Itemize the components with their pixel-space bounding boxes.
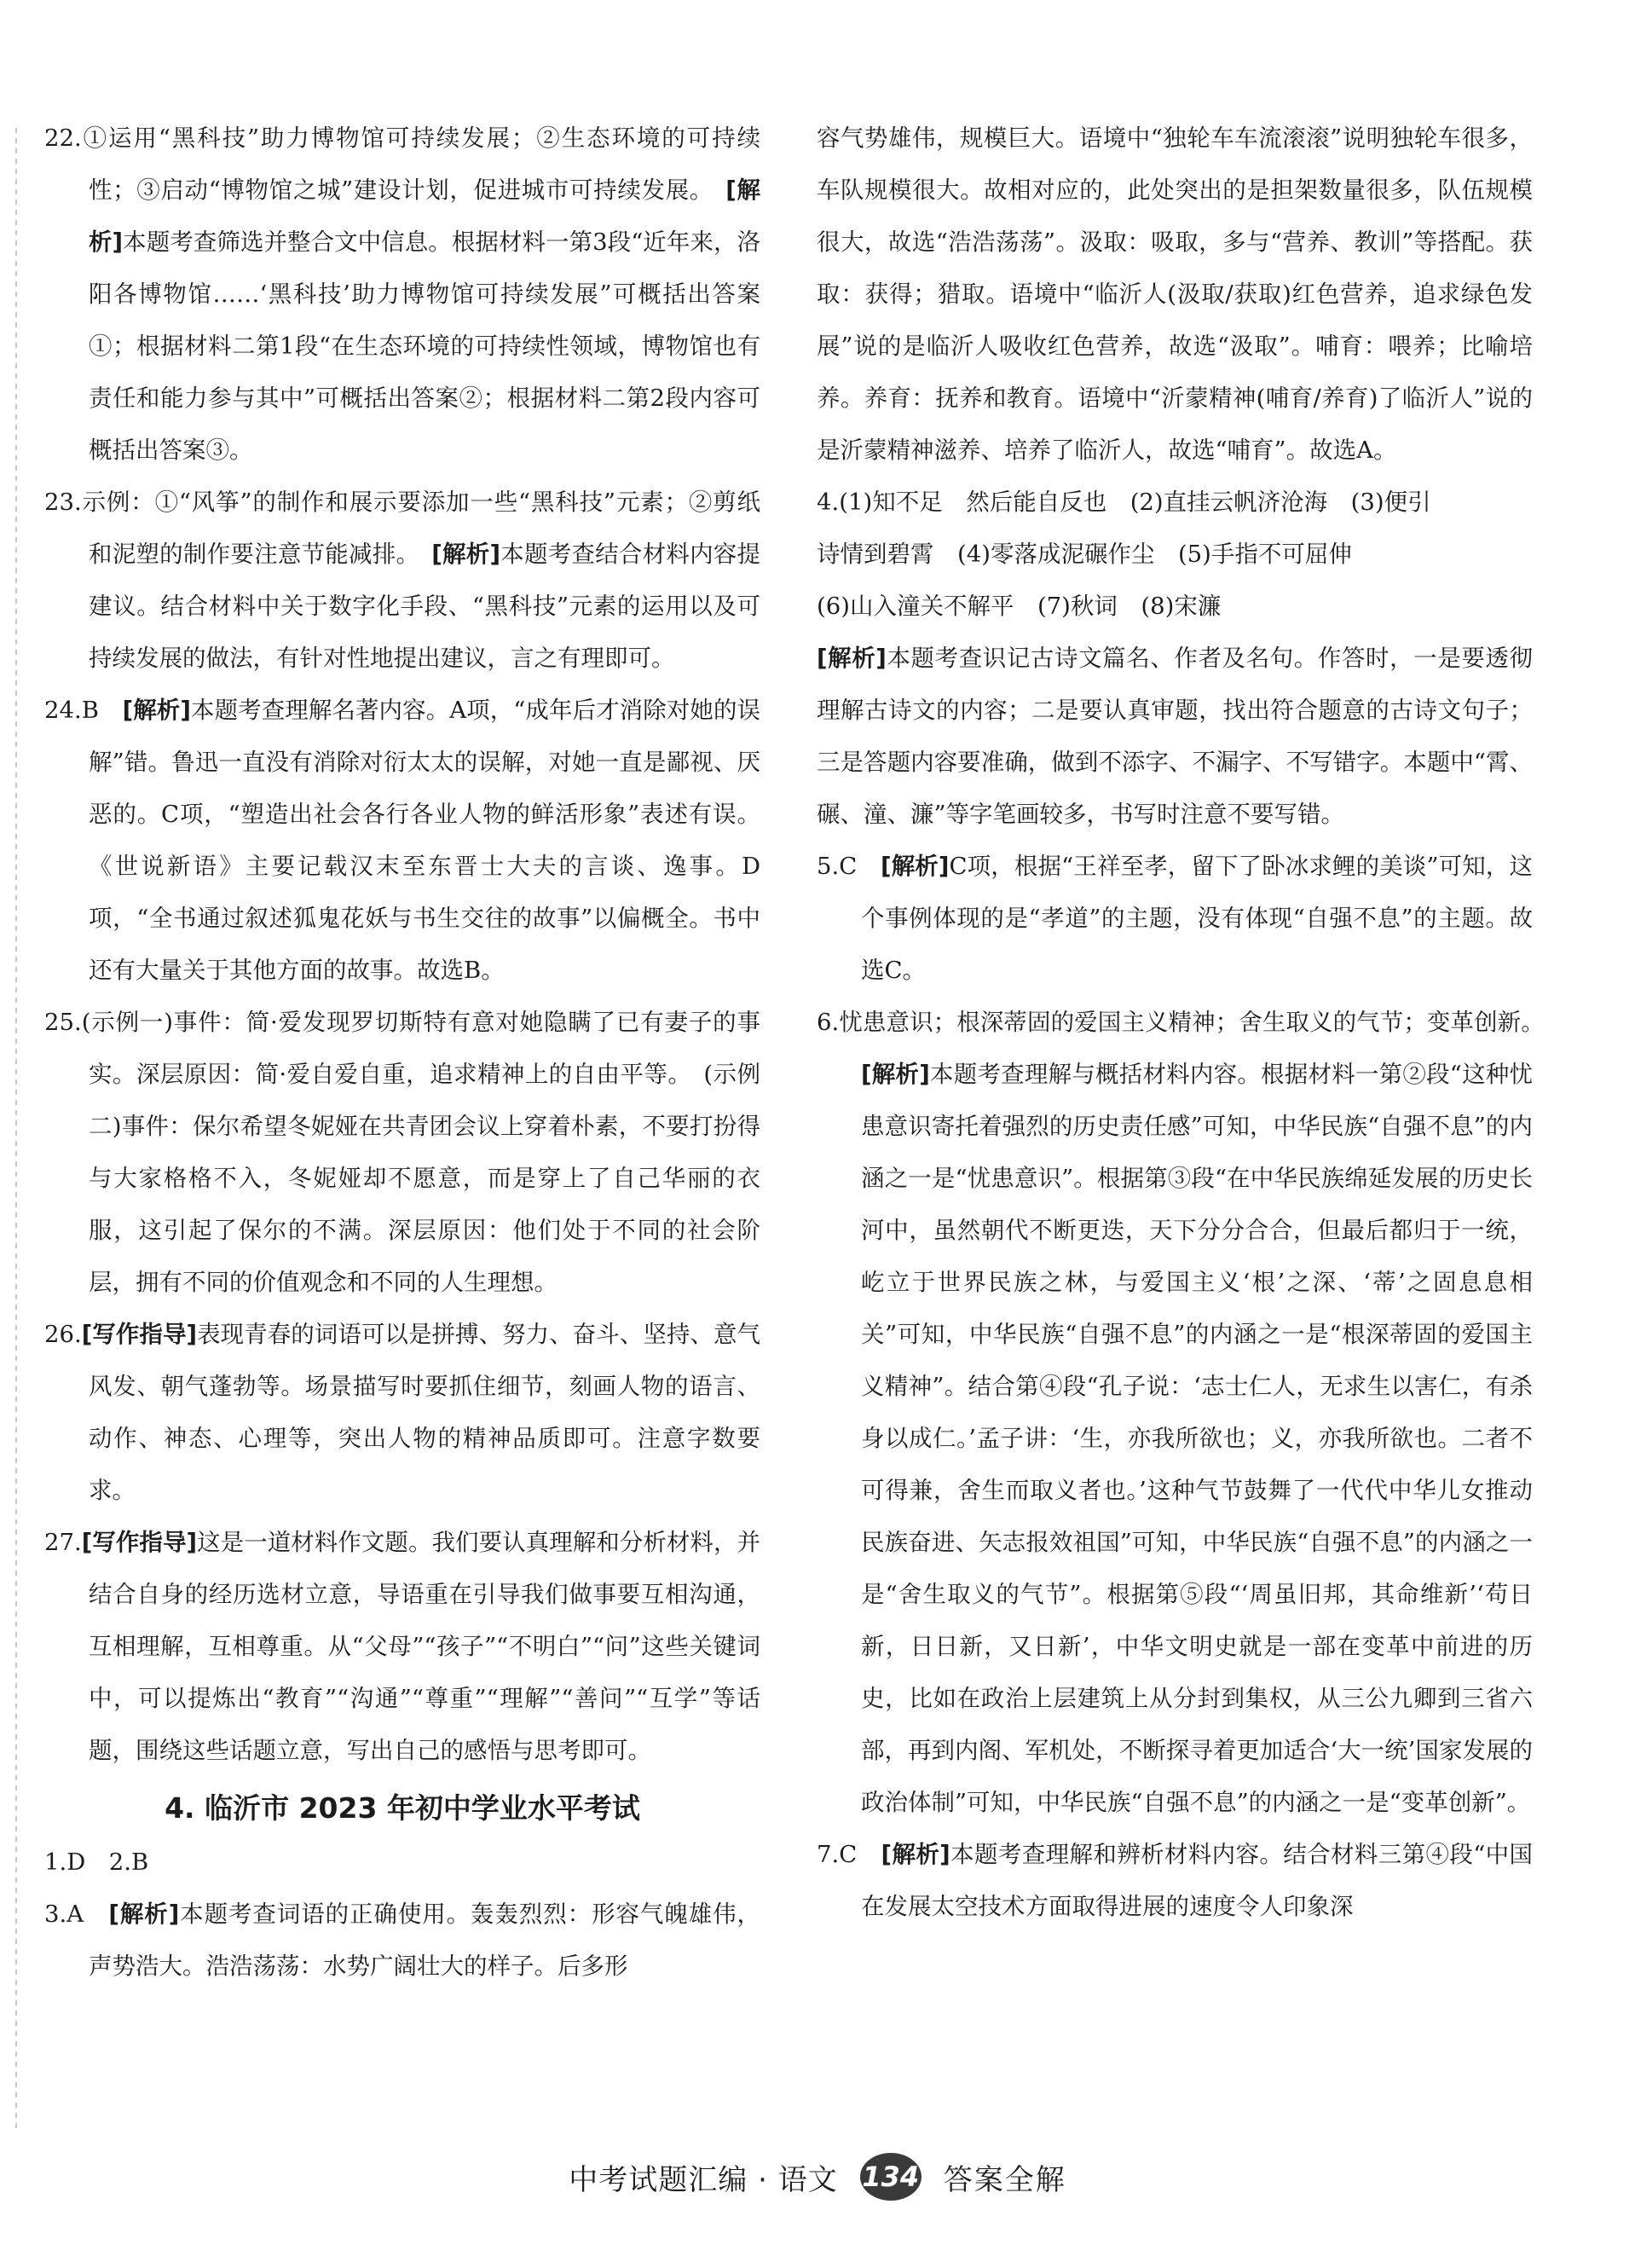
analysis-tag: [解析] [861, 1061, 930, 1088]
answer-5: 5.C [解析]C项，根据“王祥至孝，留下了卧冰求鲤的美谈”可知，这个事例体现的是“孝道”的主题，没有体现“自强不息”的主题。故选C。 [817, 853, 1533, 984]
right-column [817, 113, 1533, 1933]
analysis-tag: [解析] [122, 697, 191, 724]
answer-1-2: 1.D 2.B [44, 1849, 149, 1876]
answer-25: 25.(示例一)事件：简·爱发现罗切斯特有意对她隐瞒了已有妻子的事实。深层原因：简·爱自爱自重，追求精神上的自由平等。 (示例二)事件：保尔希望冬妮娅在共青团会议上穿着朴素，不要打扮得与大家格格不入，冬妮娅却不愿意，而是穿上了自己华丽的衣服，这引起了保尔的不满。深层原因：他们处于不同的社会阶层，拥有不同的价值观念和不同的人生理想。 [44, 1009, 760, 1296]
analysis-tag: [解析] [89, 176, 760, 256]
analysis-tag: [解析] [881, 1841, 950, 1868]
answer-4-line-3: (6)山入潼关不解平 (7)秋词 (8)宋濂 [817, 593, 1222, 620]
footer-label: 答案全解 [943, 2162, 1066, 2197]
left-column [44, 113, 760, 1993]
analysis-tag: [解析] [108, 1901, 180, 1928]
book-title: 中考试题汇编 · 语文 [569, 2162, 838, 2197]
answer-4-line-2: 诗情到碧霄 (4)零落成泥碾作尘 (5)手指不可屈伸 [817, 541, 1352, 568]
answer-7: 7.C [解析]本题考查理解和辨析材料内容。结合材料三第④段“中国在发展太空技术方面取得进展的速度令人印象深 [817, 1841, 1534, 1920]
section-title: 4. 临沂市 2023 年初中学业水平考试 [165, 1791, 640, 1825]
answer-22: 22.①运用“黑科技”助力博物馆可持续发展；②生态环境的可持续性；③启动“博物馆之城”建设计划，促进城市可持续发展。 [解析]本题考查筛选并整合文中信息。根据材料一第3段“近年来，洛阳各博物馆……‘黑科技’助力博物馆可持续发展”可概括出答案①；根据材料二第1段“在生态环境的可持续性领域，博物馆也有责任和能力参与其中”可概括出答案②；根据材料二第2段内容可概括出答案③。 [44, 124, 760, 464]
writing-guide-tag: [写作指导] [81, 1321, 198, 1348]
answer-24: 24.B [解析]本题考查理解名著内容。A项，“成年后才消除对她的误解”错。鲁迅一直没有消除对衍太太的误解，对她一直是鄙视、厌恶的。C项，“塑造出社会各行各业人物的鲜活形象”表述有误。《世说新语》主要记载汉末至东晋士大夫的言谈、逸事。D项，“全书通过叙述狐鬼花妖与书生交往的故事”以偏概全。书中还有大量关于其他方面的故事。故选B。 [44, 697, 761, 984]
analysis-tag: [解析] [817, 645, 887, 672]
answer-6: 6.忧患意识；根深蒂固的爱国主义精神；舍生取义的气节；变革创新。 [解析]本题考查理解与概括材料内容。根据材料一第②段“这种忧患意识寄托着强烈的历史责任感”可知，中华民族“自强不息”的内涵之一是“忧患意识”。根据第③段“在中华民族绵延发展的历史长河中，虽然朝代不断更迭，天下分分合合，但最后都归于一统，屹立于世界民族之林，与爱国主义‘根’之深、‘蒂’之固息息相关”可知，中华民族“自强不息”的内涵之一是“根深蒂固的爱国主义精神”。结合第④段“孔子说：‘志士仁人，无求生以害仁，有杀身以成仁。’孟子讲：‘生，亦我所欲也；义，亦我所欲也。二者不可得兼，舍生而取义者也。’这种气节鼓舞了一代代中华儿女推动民族奋进、矢志报效祖国”可知，中华民族“自强不息”的内涵之一是“舍生取义的气节”。根据第⑤段“‘周虽旧邦，其命维新’‘苟日新，日日新，又日新’，中华文明史就是一部在变革中前进的历史，比如在政治上层建筑上从分封到集权，从三公九卿到三省六部，再到内阁、军机处，不断探寻着更加适合‘大一统’国家发展的政治体制”可知，中华民族“自强不息”的内涵之一是“变革创新”。 [817, 1009, 1533, 1816]
analysis-tag: [解析] [881, 853, 950, 880]
answer-4-analysis: [解析]本题考查识记古诗文篇名、作者及名句。作答时，一是要透彻理解古诗文的内容；二是要认真审题，找出符合题意的古诗文句子；三是答题内容要准确，做到不添字、不漏字、不写错字。本题中“霄、碾、潼、濂”等字笔画较多，书写时注意不要写错。 [817, 645, 1533, 828]
answer-3: 3.A [解析]本题考查词语的正确使用。轰轰烈烈：形容气魄雄伟，声势浩大。浩浩荡荡：水势广阔壮大的样子。后多形 [44, 1901, 761, 1980]
page-footer [0, 2147, 1635, 2207]
answer-27: 27.[写作指导]这是一道材料作文题。我们要认真理解和分析材料，并结合自身的经历选材立意，导语重在引导我们做事要互相沟通，互相理解，互相尊重。从“父母”“孩子”“不明白”“问”这些关键词中，可以提炼出“教育”“沟通”“尊重”“理解”“善问”“互学”等话题，围绕这些话题立意，写出自己的感悟与思考即可。 [44, 1529, 761, 1764]
answer-23: 23.示例：①“风筝”的制作和展示要添加一些“黑科技”元素；②剪纸和泥塑的制作要注意节能减排。 [解析]本题考查结合材料内容提建议。结合材料中关于数字化手段、“黑科技”元素的运用以及可持续发展的做法，有针对性地提出建议，言之有理即可。 [44, 489, 761, 672]
margin-dotted-line [15, 128, 17, 2132]
writing-guide-tag: [写作指导] [81, 1529, 198, 1556]
page-number: 134 [860, 2153, 921, 2201]
answer-26: 26.[写作指导]表现青春的词语可以是拼搏、努力、奋斗、坚持、意气风发、朝气蓬勃等。场景描写时要抓住细节，刻画人物的语言、动作、神态、心理等，突出人物的精神品质即可。注意字数要求。 [44, 1321, 761, 1504]
analysis-tag: [解析] [431, 541, 501, 568]
answer-3-continued: 容气势雄伟，规模巨大。语境中“独轮车车流滚滚”说明独轮车很多，车队规模很大。故相对应的，此处突出的是担架数量很多，队伍规模很大，故选“浩浩荡荡”。汲取：吸取，多与“营养、教训”等搭配。获取：获得；猎取。语境中“临沂人(汲取/获取)红色营养，追求绿色发展”说的是临沂人吸收红色营养，故选“汲取”。哺育：喂养；比喻培养。养育：抚养和教育。语境中“沂蒙精神(哺育/养育)了临沂人”说的是沂蒙精神滋养、培养了临沂人，故选“哺育”。故选A。 [817, 124, 1533, 464]
answer-4-line-1: 4.(1)知不足 然后能自反也 (2)直挂云帆济沧海 (3)便引 [817, 489, 1431, 516]
